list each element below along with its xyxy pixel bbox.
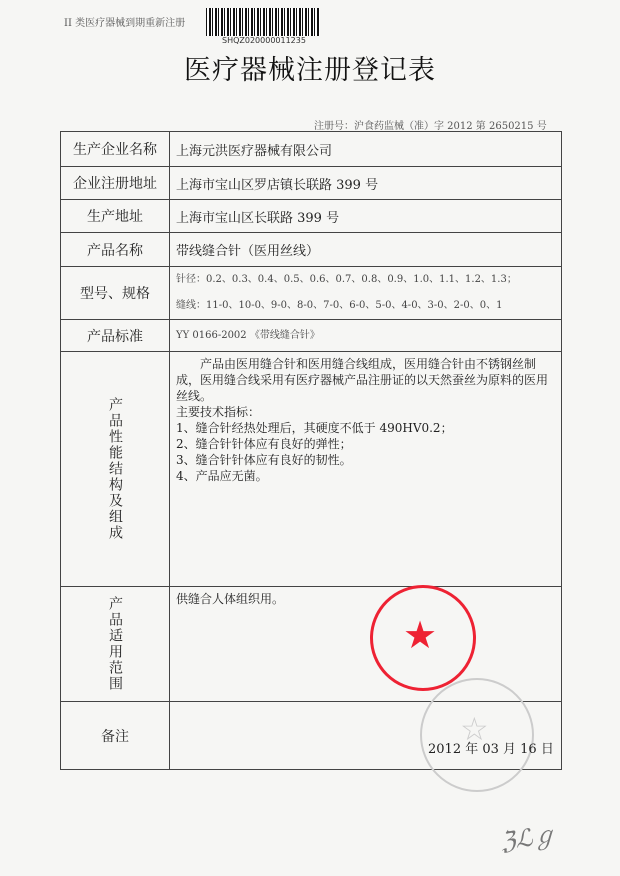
model-thread: 缝线：11-0、10-0、9-0、8-0、7-0、6-0、5-0、4-0、3-0、2-0、0、1 bbox=[176, 300, 503, 311]
spec-item: 2、缝合针针体应有良好的弹性； bbox=[176, 437, 352, 451]
label: 产品适用范围 bbox=[61, 587, 170, 702]
company-stamp bbox=[370, 585, 476, 691]
model-needle: 针径：0.2、0.3、0.4、0.5、0.6、0.7、0.8、0.9、1.0、1.1、1.2、1.3； bbox=[176, 274, 517, 285]
label: 产品性能结构及组成 bbox=[61, 352, 170, 587]
star-icon: ★ bbox=[403, 613, 438, 657]
manufacturer-value: 上海元洪医疗器械有限公司 bbox=[170, 132, 562, 167]
star-icon: ☆ bbox=[460, 710, 489, 748]
top-note: II 类医疗器械到期重新注册 bbox=[64, 18, 186, 29]
standard-value: YY 0166-2002 《带线缝合针》 bbox=[170, 320, 562, 352]
label: 产品标准 bbox=[61, 320, 170, 352]
label: 型号、规格 bbox=[61, 267, 170, 320]
spec-item: 4、产品应无菌。 bbox=[176, 469, 268, 483]
label: 产品名称 bbox=[61, 233, 170, 267]
product-name-value: 带线缝合针（医用丝线） bbox=[170, 233, 562, 267]
label: 备注 bbox=[61, 702, 170, 770]
barcode bbox=[206, 8, 320, 36]
scope-value: 供缝合人体组织用。 bbox=[170, 587, 562, 702]
spec-item: 3、缝合针针体应有良好的韧性。 bbox=[176, 453, 352, 467]
page-title: 医疗器械注册登记表 bbox=[184, 55, 436, 86]
form-table bbox=[60, 131, 562, 770]
prod-address-value: 上海市宝山区长联路 399 号 bbox=[170, 200, 562, 233]
label: 生产企业名称 bbox=[61, 132, 170, 167]
signature: ℨℒℊ bbox=[498, 820, 559, 856]
authority-stamp bbox=[420, 678, 534, 792]
reg-address-value: 上海市宝山区罗店镇长联路 399 号 bbox=[170, 167, 562, 200]
label: 生产地址 bbox=[61, 200, 170, 233]
date: 2012 年 03 月 16 日 bbox=[428, 742, 554, 757]
label: 企业注册地址 bbox=[61, 167, 170, 200]
spec-item: 1、缝合针经热处理后，其硬度不低于 490HV0.2； bbox=[176, 421, 453, 435]
registration-number: 注册号：沪食药监械（准）字 2012 第 2650215 号 bbox=[314, 121, 547, 132]
performance-para: 产品由医用缝合针和医用缝合线组成，医用缝合针由不锈钢丝制成，医用缝合线采用有医疗器械产品注册证的以天然蚕丝为原料的医用丝线。 bbox=[176, 357, 549, 403]
performance-heading: 主要技术指标： bbox=[176, 405, 261, 419]
barcode-text: SHQZ020000011235 bbox=[222, 36, 306, 45]
